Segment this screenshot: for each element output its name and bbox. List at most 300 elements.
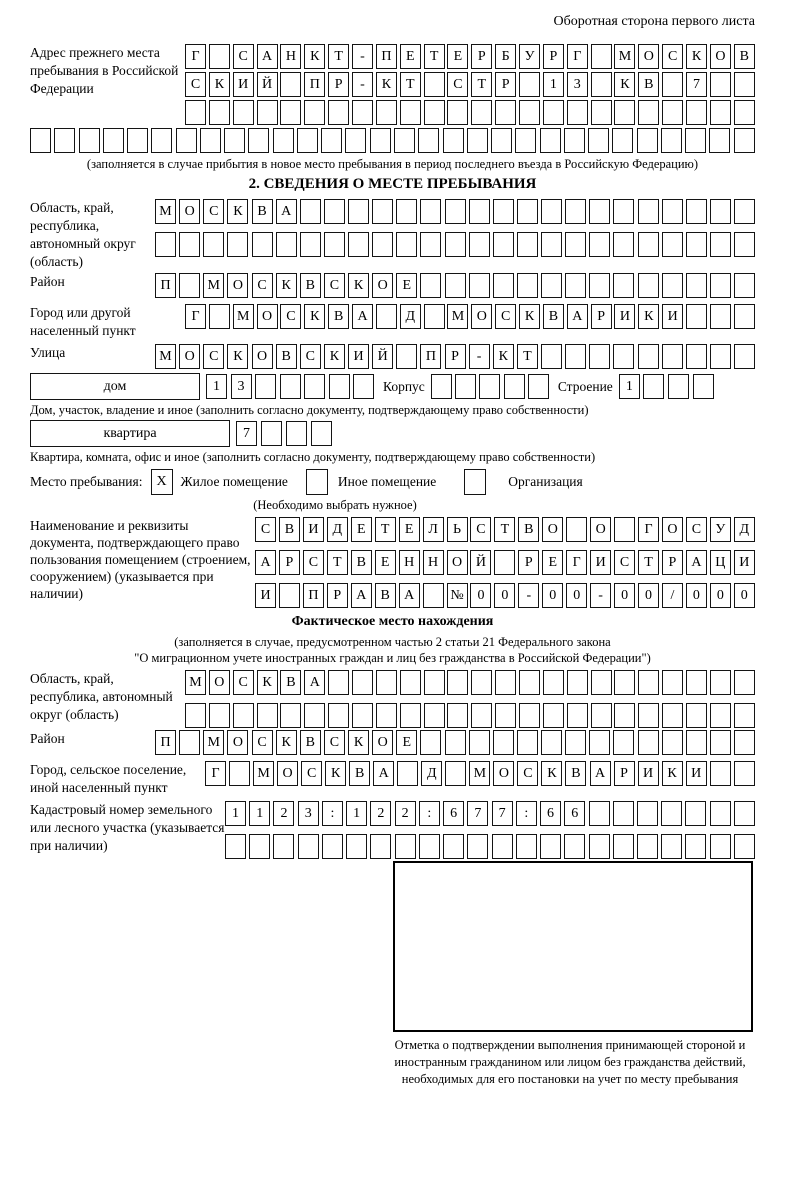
stroenie-row xyxy=(619,374,714,399)
prev-address-extra-row xyxy=(30,128,755,153)
char-box: К xyxy=(376,72,397,97)
char-box xyxy=(710,199,731,224)
cadastral-label: Кадастровый номер земельного или лесного участка (указывается при наличии) xyxy=(30,802,225,853)
char-box: 1 xyxy=(249,801,270,826)
actual-region-rows xyxy=(185,670,755,728)
char-box: Р xyxy=(518,550,539,575)
char-box xyxy=(543,703,564,728)
district-block xyxy=(30,273,755,298)
char-box xyxy=(155,232,176,257)
char-box xyxy=(447,100,468,125)
char-box xyxy=(613,834,634,859)
char-box xyxy=(467,834,488,859)
char-box xyxy=(613,801,634,826)
char-box: - xyxy=(352,44,373,69)
char-box: К xyxy=(519,304,540,329)
char-box: А xyxy=(399,583,420,608)
char-box: Т xyxy=(638,550,659,575)
char-box xyxy=(589,232,610,257)
char-box: В xyxy=(280,670,301,695)
char-box: К xyxy=(614,72,635,97)
char-box xyxy=(273,128,294,153)
char-box: 0 xyxy=(494,583,515,608)
region-row-1 xyxy=(155,199,755,224)
stroenie-label: Строение xyxy=(557,378,613,394)
char-box xyxy=(311,421,332,446)
char-box: О xyxy=(471,304,492,329)
char-box: Т xyxy=(517,344,538,369)
char-box: 7 xyxy=(686,72,707,97)
cadastral-block xyxy=(30,801,755,859)
char-box xyxy=(710,232,731,257)
char-box: В xyxy=(276,344,297,369)
char-box: А xyxy=(590,761,611,786)
char-box xyxy=(734,232,755,257)
char-box xyxy=(710,801,731,826)
char-box xyxy=(638,703,659,728)
char-box xyxy=(494,550,515,575)
char-box xyxy=(734,703,755,728)
char-box xyxy=(613,273,634,298)
char-box xyxy=(471,100,492,125)
char-box: О xyxy=(590,517,611,542)
char-box xyxy=(200,128,221,153)
actual-city-block xyxy=(30,761,755,797)
char-box: О xyxy=(447,550,468,575)
char-box xyxy=(280,100,301,125)
char-box xyxy=(591,703,612,728)
char-box xyxy=(491,128,512,153)
stay-option-other-label: Иное помещение xyxy=(337,474,437,489)
char-box xyxy=(176,128,197,153)
char-box: Н xyxy=(280,44,301,69)
char-box: П xyxy=(304,72,325,97)
char-box xyxy=(348,199,369,224)
char-box xyxy=(710,761,731,786)
char-box xyxy=(467,128,488,153)
actual-location-note-2: "О миграционном учете иностранных граждан и лиц без гражданства в Российской Федерации") xyxy=(134,651,651,665)
char-box: У xyxy=(519,44,540,69)
char-box xyxy=(261,421,282,446)
char-box xyxy=(397,761,418,786)
stamp-box xyxy=(393,861,753,1032)
char-box xyxy=(424,703,445,728)
char-box xyxy=(662,72,683,97)
char-box: Р xyxy=(543,44,564,69)
district-label: Район xyxy=(30,274,65,289)
char-box: В xyxy=(252,199,273,224)
char-box xyxy=(328,670,349,695)
char-box xyxy=(423,583,444,608)
char-box: 1 xyxy=(206,374,227,399)
char-box: К xyxy=(257,670,278,695)
char-box: В xyxy=(349,761,370,786)
char-box xyxy=(734,344,755,369)
char-box: М xyxy=(614,44,635,69)
char-box: И xyxy=(638,761,659,786)
char-box xyxy=(541,273,562,298)
char-box: С xyxy=(203,199,224,224)
char-box: О xyxy=(542,517,563,542)
char-box xyxy=(252,232,273,257)
char-box: А xyxy=(304,670,325,695)
char-box xyxy=(734,801,755,826)
stay-option-organization-label: Организация xyxy=(508,474,583,489)
char-box xyxy=(614,670,635,695)
char-box: 0 xyxy=(638,583,659,608)
prev-address-block xyxy=(30,44,755,125)
section2-title: 2. СВЕДЕНИЯ О МЕСТЕ ПРЕБЫВАНИЯ xyxy=(248,176,537,192)
char-box xyxy=(255,374,276,399)
char-box xyxy=(686,273,707,298)
char-box: Д xyxy=(734,517,755,542)
char-box xyxy=(685,128,706,153)
char-box: И xyxy=(590,550,611,575)
char-box: К xyxy=(348,273,369,298)
char-box xyxy=(400,100,421,125)
char-box: Й xyxy=(372,344,393,369)
char-box: С xyxy=(447,72,468,97)
char-box: С xyxy=(233,44,254,69)
char-box xyxy=(443,128,464,153)
char-box xyxy=(662,273,683,298)
char-box xyxy=(734,761,755,786)
char-box: М xyxy=(447,304,468,329)
char-box xyxy=(638,670,659,695)
char-box: В xyxy=(518,517,539,542)
char-box: М xyxy=(233,304,254,329)
char-box xyxy=(589,834,610,859)
char-box: К xyxy=(686,44,707,69)
char-box xyxy=(396,344,417,369)
char-box: Т xyxy=(424,44,445,69)
char-box: И xyxy=(303,517,324,542)
char-box: О xyxy=(372,273,393,298)
char-box xyxy=(424,304,445,329)
prev-address-rows xyxy=(185,44,755,125)
char-box xyxy=(528,374,549,399)
stay-option-residential-label: Жилое помещение xyxy=(180,474,288,489)
char-box: А xyxy=(255,550,276,575)
char-box xyxy=(614,100,635,125)
char-box: К xyxy=(493,344,514,369)
char-box xyxy=(376,703,397,728)
char-box: Е xyxy=(396,273,417,298)
char-box: Д xyxy=(400,304,421,329)
char-box: Р xyxy=(614,761,635,786)
char-box xyxy=(372,199,393,224)
char-box xyxy=(613,730,634,755)
actual-location-title: Фактическое место нахождения xyxy=(291,614,494,629)
char-box xyxy=(638,730,659,755)
char-box xyxy=(493,232,514,257)
char-box xyxy=(469,273,490,298)
char-box xyxy=(567,703,588,728)
region-row-2 xyxy=(155,232,755,257)
char-box: К xyxy=(209,72,230,97)
char-box: Р xyxy=(445,344,466,369)
char-box xyxy=(564,834,585,859)
actual-region-row-2 xyxy=(185,703,755,728)
char-box: О xyxy=(638,44,659,69)
char-box: С xyxy=(280,304,301,329)
char-box: А xyxy=(351,583,372,608)
actual-region-block xyxy=(30,670,755,728)
char-box xyxy=(492,834,513,859)
char-box xyxy=(589,344,610,369)
char-box xyxy=(372,232,393,257)
char-box xyxy=(710,304,731,329)
char-box xyxy=(588,128,609,153)
char-box xyxy=(179,730,200,755)
char-box: А xyxy=(276,199,297,224)
stay-checkbox-organization xyxy=(464,469,486,495)
char-box xyxy=(541,344,562,369)
char-box: 2 xyxy=(370,801,391,826)
char-box xyxy=(424,670,445,695)
char-box: Р xyxy=(662,550,683,575)
char-box xyxy=(638,199,659,224)
char-box xyxy=(248,128,269,153)
char-box: Г xyxy=(185,44,206,69)
char-box xyxy=(400,703,421,728)
char-box: С xyxy=(470,517,491,542)
stamp-caption: Отметка о подтверждении выполнения принимающей стороной и иностранным гражданином или лицом без гражданства действий, необходимых для его постановки на учет по месту пребывания xyxy=(394,1038,746,1086)
street-row xyxy=(155,344,755,369)
char-box: К xyxy=(348,730,369,755)
actual-location-note-1: (заполняется в случае, предусмотренном частью 2 статьи 21 Федерального закона xyxy=(174,635,611,649)
char-box xyxy=(209,100,230,125)
stay-note: (Необходимо выбрать нужное) xyxy=(253,498,417,512)
char-box xyxy=(30,128,51,153)
char-box: С xyxy=(301,761,322,786)
char-box: Л xyxy=(423,517,444,542)
char-box: К xyxy=(227,344,248,369)
char-box xyxy=(394,128,415,153)
apartment-block xyxy=(30,420,755,447)
char-box xyxy=(233,100,254,125)
char-box xyxy=(445,199,466,224)
char-box xyxy=(504,374,525,399)
char-box xyxy=(519,72,540,97)
char-box: 0 xyxy=(710,583,731,608)
char-box xyxy=(710,834,731,859)
char-box: С xyxy=(300,344,321,369)
char-box: М xyxy=(203,730,224,755)
char-box xyxy=(280,374,301,399)
char-box: К xyxy=(541,761,562,786)
char-box: С xyxy=(495,304,516,329)
char-box: 2 xyxy=(395,801,416,826)
char-box: О xyxy=(710,44,731,69)
char-box xyxy=(345,128,366,153)
char-box xyxy=(662,199,683,224)
char-box: О xyxy=(252,344,273,369)
char-box xyxy=(686,199,707,224)
char-box xyxy=(565,232,586,257)
char-box: 1 xyxy=(543,72,564,97)
korpus-row xyxy=(431,374,549,399)
char-box xyxy=(353,374,374,399)
char-box: Е xyxy=(375,550,396,575)
char-box: К xyxy=(325,761,346,786)
char-box xyxy=(300,232,321,257)
document-row-1 xyxy=(255,517,755,542)
char-box xyxy=(396,199,417,224)
char-box: - xyxy=(352,72,373,97)
char-box: Т xyxy=(494,517,515,542)
actual-district-label: Район xyxy=(30,731,65,746)
char-box xyxy=(298,834,319,859)
char-box: С xyxy=(686,517,707,542)
char-box: Р xyxy=(591,304,612,329)
char-box xyxy=(280,72,301,97)
char-box xyxy=(447,703,468,728)
char-box xyxy=(686,344,707,369)
char-box xyxy=(734,670,755,695)
char-box xyxy=(286,421,307,446)
char-box: С xyxy=(233,670,254,695)
char-box xyxy=(79,128,100,153)
char-box: : xyxy=(322,801,343,826)
char-box xyxy=(686,232,707,257)
char-box xyxy=(589,801,610,826)
char-box: Т xyxy=(400,72,421,97)
char-box: - xyxy=(590,583,611,608)
char-box xyxy=(209,703,230,728)
char-box xyxy=(185,703,206,728)
char-box: М xyxy=(469,761,490,786)
char-box xyxy=(565,199,586,224)
char-box: С xyxy=(517,761,538,786)
char-box: К xyxy=(227,199,248,224)
char-box: М xyxy=(253,761,274,786)
char-box xyxy=(469,199,490,224)
char-box: 6 xyxy=(564,801,585,826)
char-box xyxy=(495,100,516,125)
street-block xyxy=(30,344,755,369)
char-box: 3 xyxy=(567,72,588,97)
char-box xyxy=(348,232,369,257)
char-box: В xyxy=(300,273,321,298)
char-box: В xyxy=(328,304,349,329)
char-box xyxy=(589,730,610,755)
char-box: Й xyxy=(257,72,278,97)
actual-district-row xyxy=(155,730,755,755)
char-box: П xyxy=(155,730,176,755)
char-box: И xyxy=(662,304,683,329)
char-box: Т xyxy=(375,517,396,542)
char-box xyxy=(710,100,731,125)
char-box: Д xyxy=(421,761,442,786)
char-box: 3 xyxy=(231,374,252,399)
char-box: И xyxy=(255,583,276,608)
char-box xyxy=(517,273,538,298)
char-box: С xyxy=(324,730,345,755)
char-box: Г xyxy=(638,517,659,542)
char-box xyxy=(613,199,634,224)
char-box xyxy=(662,670,683,695)
char-box: М xyxy=(203,273,224,298)
char-box xyxy=(328,100,349,125)
char-box xyxy=(709,128,730,153)
char-box: Н xyxy=(423,550,444,575)
char-box xyxy=(693,374,714,399)
char-box xyxy=(280,703,301,728)
char-box: К xyxy=(276,730,297,755)
char-box xyxy=(469,730,490,755)
char-box xyxy=(424,72,445,97)
char-box xyxy=(668,374,689,399)
char-box: 7 xyxy=(467,801,488,826)
document-block xyxy=(30,517,755,608)
char-box xyxy=(103,128,124,153)
char-box xyxy=(613,232,634,257)
char-box xyxy=(209,44,230,69)
char-box: Е xyxy=(351,517,372,542)
char-box xyxy=(370,834,391,859)
char-box: В xyxy=(734,44,755,69)
actual-region-row-1 xyxy=(185,670,755,695)
char-box xyxy=(686,100,707,125)
char-box xyxy=(517,730,538,755)
char-box xyxy=(516,834,537,859)
document-row-2 xyxy=(255,550,755,575)
prev-address-row-3 xyxy=(185,100,755,125)
char-box xyxy=(591,44,612,69)
char-box: П xyxy=(420,344,441,369)
char-box: К xyxy=(276,273,297,298)
district-row xyxy=(155,273,755,298)
char-box: № xyxy=(447,583,468,608)
char-box: В xyxy=(351,550,372,575)
char-box xyxy=(685,801,706,826)
house-note: Дом, участок, владение и иное (заполнить согласно документу, подтверждающему право собственности) xyxy=(30,403,589,417)
char-box: А xyxy=(373,761,394,786)
char-box xyxy=(519,703,540,728)
char-box: Г xyxy=(205,761,226,786)
char-box: - xyxy=(518,583,539,608)
char-box xyxy=(203,232,224,257)
char-box: 0 xyxy=(470,583,491,608)
stay-type-block xyxy=(30,469,755,495)
char-box xyxy=(352,703,373,728)
char-box: О xyxy=(372,730,393,755)
char-box xyxy=(324,232,345,257)
char-box: И xyxy=(348,344,369,369)
prev-address-row-2 xyxy=(185,72,755,97)
char-box: Е xyxy=(399,517,420,542)
char-box: 1 xyxy=(225,801,246,826)
char-box: И xyxy=(614,304,635,329)
char-box xyxy=(589,273,610,298)
char-box: Д xyxy=(327,517,348,542)
actual-city-row xyxy=(205,761,755,786)
char-box xyxy=(591,100,612,125)
cadastral-rows xyxy=(225,801,755,859)
char-box xyxy=(517,199,538,224)
actual-district-block xyxy=(30,730,755,755)
char-box xyxy=(54,128,75,153)
char-box xyxy=(455,374,476,399)
char-box xyxy=(431,374,452,399)
region-rows xyxy=(155,199,755,257)
region-block xyxy=(30,199,755,271)
char-box: А xyxy=(352,304,373,329)
actual-region-label: Область, край, республика, автономный округ (область) xyxy=(30,671,173,722)
char-box xyxy=(686,304,707,329)
char-box xyxy=(662,232,683,257)
